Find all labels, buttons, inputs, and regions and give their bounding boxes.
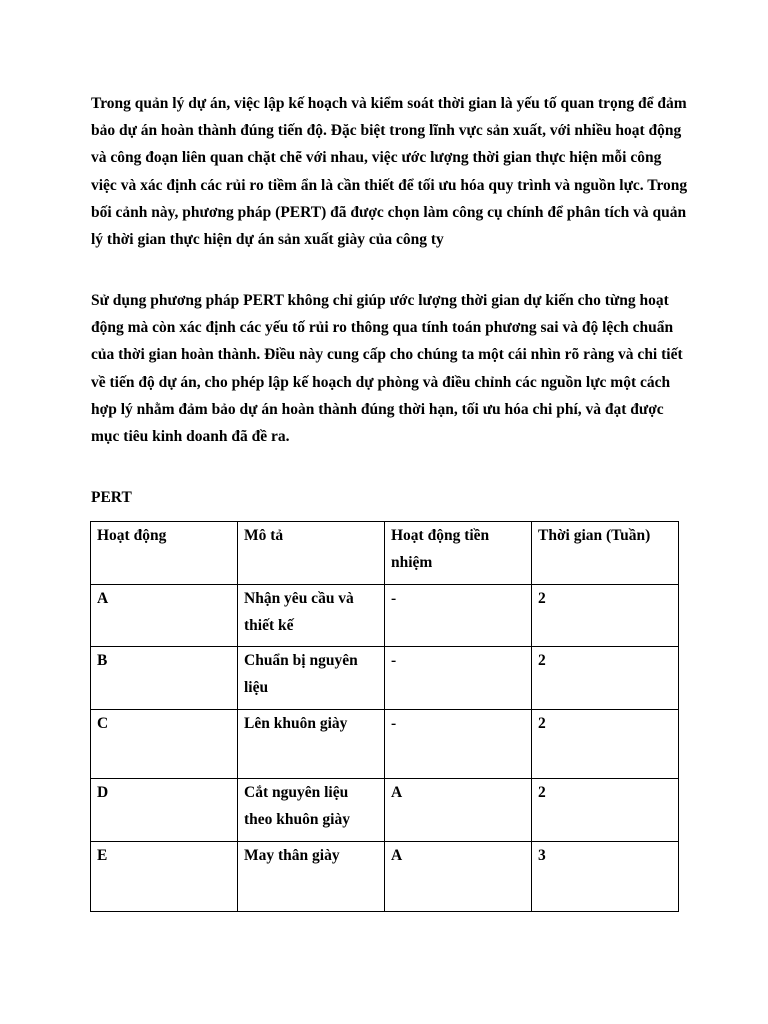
table-row: [91, 647, 679, 710]
cell-duration: 3: [532, 842, 679, 912]
cell-description: Chuẩn bị nguyên liệu: [238, 647, 385, 710]
header-predecessor: Hoạt động tiền nhiệm: [385, 522, 532, 585]
header-activity: Hoạt động: [91, 522, 238, 585]
cell-duration: 2: [532, 647, 679, 710]
cell-predecessor: -: [385, 710, 532, 779]
table-row: [91, 710, 679, 779]
pert-activity-table: [90, 521, 679, 912]
cell-description: Cắt nguyên liệu theo khuôn giày: [238, 779, 385, 842]
table-row: [91, 585, 679, 647]
section-heading: PERT: [91, 489, 132, 506]
cell-predecessor: -: [385, 585, 532, 647]
cell-duration: 2: [532, 710, 679, 779]
table-row: [91, 842, 679, 912]
cell-activity: C: [91, 710, 238, 779]
cell-duration: 2: [532, 779, 679, 842]
header-duration: Thời gian (Tuần): [532, 522, 679, 585]
cell-activity: E: [91, 842, 238, 912]
table-header-row: [91, 522, 679, 585]
intro-paragraph: Trong quản lý dự án, việc lập kế hoạch và kiểm soát thời gian là yếu tố quan trọng để đảm bảo dự án hoàn thành đúng tiến độ. Đặc biệt trong lĩnh vực sản xuất, với nhiều hoạt động và công đoạn liên quan chặt chẽ với nhau, việc ước lượng thời gian thực hiện mỗi công việc và xác định các rủi ro tiềm ẩn là cần thiết để tối ưu hóa quy trình và nguồn lực. Trong bối cảnh này, phương pháp (PERT) đã được chọn làm công cụ chính để phân tích và quản lý thời gian thực hiện dự án sản xuất giày của công ty: [91, 95, 688, 249]
cell-description: May thân giày: [238, 842, 385, 912]
cell-predecessor: A: [385, 779, 532, 842]
cell-activity: D: [91, 779, 238, 842]
cell-duration: 2: [532, 585, 679, 647]
table-row: [91, 779, 679, 842]
cell-description: Lên khuôn giày: [238, 710, 385, 779]
header-description: Mô tả: [238, 522, 385, 585]
method-paragraph: Sử dụng phương pháp PERT không chỉ giúp ước lượng thời gian dự kiến cho từng hoạt động mà còn xác định các yếu tố rủi ro thông qua tính toán phương sai và độ lệch chuẩn của thời gian hoàn thành. Điều này cung cấp cho chúng ta một cái nhìn rõ ràng và chi tiết về tiến độ dự án, cho phép lập kế hoạch dự phòng và điều chỉnh các nguồn lực một cách hợp lý nhằm đảm bảo dự án hoàn thành đúng thời hạn, tối ưu hóa chi phí, và đạt được mục tiêu kinh doanh đã đề ra.: [91, 292, 683, 446]
cell-activity: A: [91, 585, 238, 647]
cell-activity: B: [91, 647, 238, 710]
cell-predecessor: -: [385, 647, 532, 710]
cell-predecessor: A: [385, 842, 532, 912]
cell-description: Nhận yêu cầu và thiết kế: [238, 585, 385, 647]
